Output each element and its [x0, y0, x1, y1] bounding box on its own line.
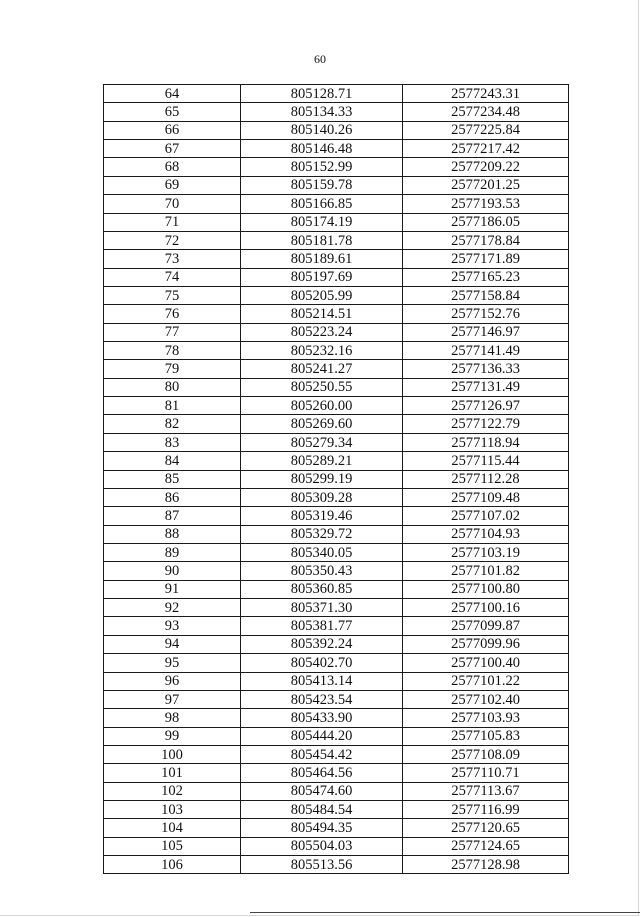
x-coordinate-cell: 805223.24 [241, 323, 403, 341]
y-coordinate-cell: 2577115.44 [403, 452, 569, 470]
x-coordinate-cell: 805128.71 [241, 85, 403, 103]
y-coordinate-cell: 2577131.49 [403, 378, 569, 396]
point-number-cell: 81 [104, 397, 241, 415]
table-row [104, 323, 569, 341]
table-row [104, 378, 569, 396]
table-row [104, 470, 569, 488]
point-number-cell: 94 [104, 635, 241, 653]
y-coordinate-cell: 2577104.93 [403, 525, 569, 543]
y-coordinate-cell: 2577136.33 [403, 360, 569, 378]
table-row [104, 213, 569, 231]
y-coordinate-cell: 2577126.97 [403, 397, 569, 415]
x-coordinate-cell: 805464.56 [241, 764, 403, 782]
table-row [104, 397, 569, 415]
table-row [104, 433, 569, 451]
x-coordinate-cell: 805197.69 [241, 268, 403, 286]
x-coordinate-cell: 805371.30 [241, 599, 403, 617]
table-row [104, 580, 569, 598]
x-coordinate-cell: 805181.78 [241, 231, 403, 249]
y-coordinate-cell: 2577099.96 [403, 635, 569, 653]
x-coordinate-cell: 805140.26 [241, 121, 403, 139]
x-coordinate-cell: 805159.78 [241, 176, 403, 194]
table-row [104, 103, 569, 121]
x-coordinate-cell: 805299.19 [241, 470, 403, 488]
x-coordinate-cell: 805241.27 [241, 360, 403, 378]
point-number-cell: 89 [104, 543, 241, 561]
x-coordinate-cell: 805309.28 [241, 488, 403, 506]
table-row [104, 654, 569, 672]
point-number-cell: 67 [104, 140, 241, 158]
y-coordinate-cell: 2577128.98 [403, 856, 569, 874]
x-coordinate-cell: 805340.05 [241, 543, 403, 561]
table-row [104, 782, 569, 800]
x-coordinate-cell: 805269.60 [241, 415, 403, 433]
point-number-cell: 102 [104, 782, 241, 800]
x-coordinate-cell: 805454.42 [241, 745, 403, 763]
bottom-rule [250, 912, 640, 913]
y-coordinate-cell: 2577122.79 [403, 415, 569, 433]
point-number-cell: 80 [104, 378, 241, 396]
y-coordinate-cell: 2577158.84 [403, 286, 569, 304]
x-coordinate-cell: 805392.24 [241, 635, 403, 653]
point-number-cell: 75 [104, 286, 241, 304]
point-number-cell: 90 [104, 562, 241, 580]
y-coordinate-cell: 2577141.49 [403, 342, 569, 360]
table-row [104, 837, 569, 855]
point-number-cell: 93 [104, 617, 241, 635]
y-coordinate-cell: 2577102.40 [403, 690, 569, 708]
table-row [104, 672, 569, 690]
point-number-cell: 100 [104, 745, 241, 763]
point-number-cell: 106 [104, 856, 241, 874]
page-number: 60 [314, 52, 326, 66]
x-coordinate-cell: 805289.21 [241, 452, 403, 470]
x-coordinate-cell: 805381.77 [241, 617, 403, 635]
table-row [104, 415, 569, 433]
table-row [104, 158, 569, 176]
table-row [104, 727, 569, 745]
table-row [104, 140, 569, 158]
point-number-cell: 78 [104, 342, 241, 360]
point-number-cell: 79 [104, 360, 241, 378]
x-coordinate-cell: 805250.55 [241, 378, 403, 396]
x-coordinate-cell: 805513.56 [241, 856, 403, 874]
table-row [104, 286, 569, 304]
x-coordinate-cell: 805146.48 [241, 140, 403, 158]
table-row [104, 305, 569, 323]
y-coordinate-cell: 2577225.84 [403, 121, 569, 139]
y-coordinate-cell: 2577178.84 [403, 231, 569, 249]
table-row [104, 360, 569, 378]
y-coordinate-cell: 2577099.87 [403, 617, 569, 635]
x-coordinate-cell: 805319.46 [241, 507, 403, 525]
y-coordinate-cell: 2577193.53 [403, 195, 569, 213]
x-coordinate-cell: 805484.54 [241, 801, 403, 819]
x-coordinate-cell: 805494.35 [241, 819, 403, 837]
table-row [104, 268, 569, 286]
y-coordinate-cell: 2577105.83 [403, 727, 569, 745]
table-row [104, 599, 569, 617]
x-coordinate-cell: 805189.61 [241, 250, 403, 268]
table-row [104, 525, 569, 543]
y-coordinate-cell: 2577124.65 [403, 837, 569, 855]
y-coordinate-cell: 2577113.67 [403, 782, 569, 800]
y-coordinate-cell: 2577234.48 [403, 103, 569, 121]
table-row [104, 231, 569, 249]
x-coordinate-cell: 805205.99 [241, 286, 403, 304]
x-coordinate-cell: 805423.54 [241, 690, 403, 708]
x-coordinate-cell: 805152.99 [241, 158, 403, 176]
y-coordinate-cell: 2577112.28 [403, 470, 569, 488]
y-coordinate-cell: 2577146.97 [403, 323, 569, 341]
y-coordinate-cell: 2577109.48 [403, 488, 569, 506]
coordinates-table-body [104, 85, 569, 874]
point-number-cell: 82 [104, 415, 241, 433]
y-coordinate-cell: 2577100.40 [403, 654, 569, 672]
point-number-cell: 68 [104, 158, 241, 176]
point-number-cell: 85 [104, 470, 241, 488]
table-row [104, 250, 569, 268]
point-number-cell: 91 [104, 580, 241, 598]
point-number-cell: 92 [104, 599, 241, 617]
point-number-cell: 88 [104, 525, 241, 543]
table-row [104, 452, 569, 470]
table-row [104, 507, 569, 525]
y-coordinate-cell: 2577152.76 [403, 305, 569, 323]
y-coordinate-cell: 2577101.22 [403, 672, 569, 690]
table-row [104, 764, 569, 782]
point-number-cell: 74 [104, 268, 241, 286]
point-number-cell: 95 [104, 654, 241, 672]
table-row [104, 635, 569, 653]
x-coordinate-cell: 805350.43 [241, 562, 403, 580]
table-row [104, 488, 569, 506]
point-number-cell: 64 [104, 85, 241, 103]
y-coordinate-cell: 2577100.16 [403, 599, 569, 617]
point-number-cell: 99 [104, 727, 241, 745]
point-number-cell: 104 [104, 819, 241, 837]
point-number-cell: 98 [104, 709, 241, 727]
x-coordinate-cell: 805504.03 [241, 837, 403, 855]
x-coordinate-cell: 805279.34 [241, 433, 403, 451]
y-coordinate-cell: 2577107.02 [403, 507, 569, 525]
y-coordinate-cell: 2577118.94 [403, 433, 569, 451]
y-coordinate-cell: 2577209.22 [403, 158, 569, 176]
point-number-cell: 66 [104, 121, 241, 139]
coordinates-table [103, 84, 569, 874]
x-coordinate-cell: 805413.14 [241, 672, 403, 690]
y-coordinate-cell: 2577103.19 [403, 543, 569, 561]
table-row [104, 121, 569, 139]
point-number-cell: 87 [104, 507, 241, 525]
point-number-cell: 83 [104, 433, 241, 451]
x-coordinate-cell: 805260.00 [241, 397, 403, 415]
x-coordinate-cell: 805232.16 [241, 342, 403, 360]
point-number-cell: 65 [104, 103, 241, 121]
y-coordinate-cell: 2577103.93 [403, 709, 569, 727]
y-coordinate-cell: 2577108.09 [403, 745, 569, 763]
y-coordinate-cell: 2577186.05 [403, 213, 569, 231]
x-coordinate-cell: 805402.70 [241, 654, 403, 672]
point-number-cell: 84 [104, 452, 241, 470]
y-coordinate-cell: 2577217.42 [403, 140, 569, 158]
x-coordinate-cell: 805329.72 [241, 525, 403, 543]
point-number-cell: 71 [104, 213, 241, 231]
table-row [104, 690, 569, 708]
point-number-cell: 72 [104, 231, 241, 249]
x-coordinate-cell: 805134.33 [241, 103, 403, 121]
point-number-cell: 97 [104, 690, 241, 708]
y-coordinate-cell: 2577116.99 [403, 801, 569, 819]
y-coordinate-cell: 2577120.65 [403, 819, 569, 837]
x-coordinate-cell: 805214.51 [241, 305, 403, 323]
y-coordinate-cell: 2577201.25 [403, 176, 569, 194]
x-coordinate-cell: 805360.85 [241, 580, 403, 598]
table-row [104, 819, 569, 837]
table-row [104, 342, 569, 360]
point-number-cell: 70 [104, 195, 241, 213]
table-row [104, 176, 569, 194]
table-row [104, 709, 569, 727]
x-coordinate-cell: 805444.20 [241, 727, 403, 745]
table-row [104, 195, 569, 213]
y-coordinate-cell: 2577101.82 [403, 562, 569, 580]
y-coordinate-cell: 2577171.89 [403, 250, 569, 268]
y-coordinate-cell: 2577110.71 [403, 764, 569, 782]
y-coordinate-cell: 2577100.80 [403, 580, 569, 598]
table-row [104, 801, 569, 819]
table-row [104, 562, 569, 580]
point-number-cell: 77 [104, 323, 241, 341]
point-number-cell: 69 [104, 176, 241, 194]
table-row [104, 543, 569, 561]
table-row [104, 856, 569, 874]
table-row [104, 85, 569, 103]
y-coordinate-cell: 2577243.31 [403, 85, 569, 103]
table-row [104, 617, 569, 635]
x-coordinate-cell: 805174.19 [241, 213, 403, 231]
point-number-cell: 76 [104, 305, 241, 323]
x-coordinate-cell: 805166.85 [241, 195, 403, 213]
point-number-cell: 105 [104, 837, 241, 855]
point-number-cell: 73 [104, 250, 241, 268]
point-number-cell: 96 [104, 672, 241, 690]
table-row [104, 745, 569, 763]
x-coordinate-cell: 805474.60 [241, 782, 403, 800]
x-coordinate-cell: 805433.90 [241, 709, 403, 727]
point-number-cell: 86 [104, 488, 241, 506]
point-number-cell: 101 [104, 764, 241, 782]
point-number-cell: 103 [104, 801, 241, 819]
y-coordinate-cell: 2577165.23 [403, 268, 569, 286]
